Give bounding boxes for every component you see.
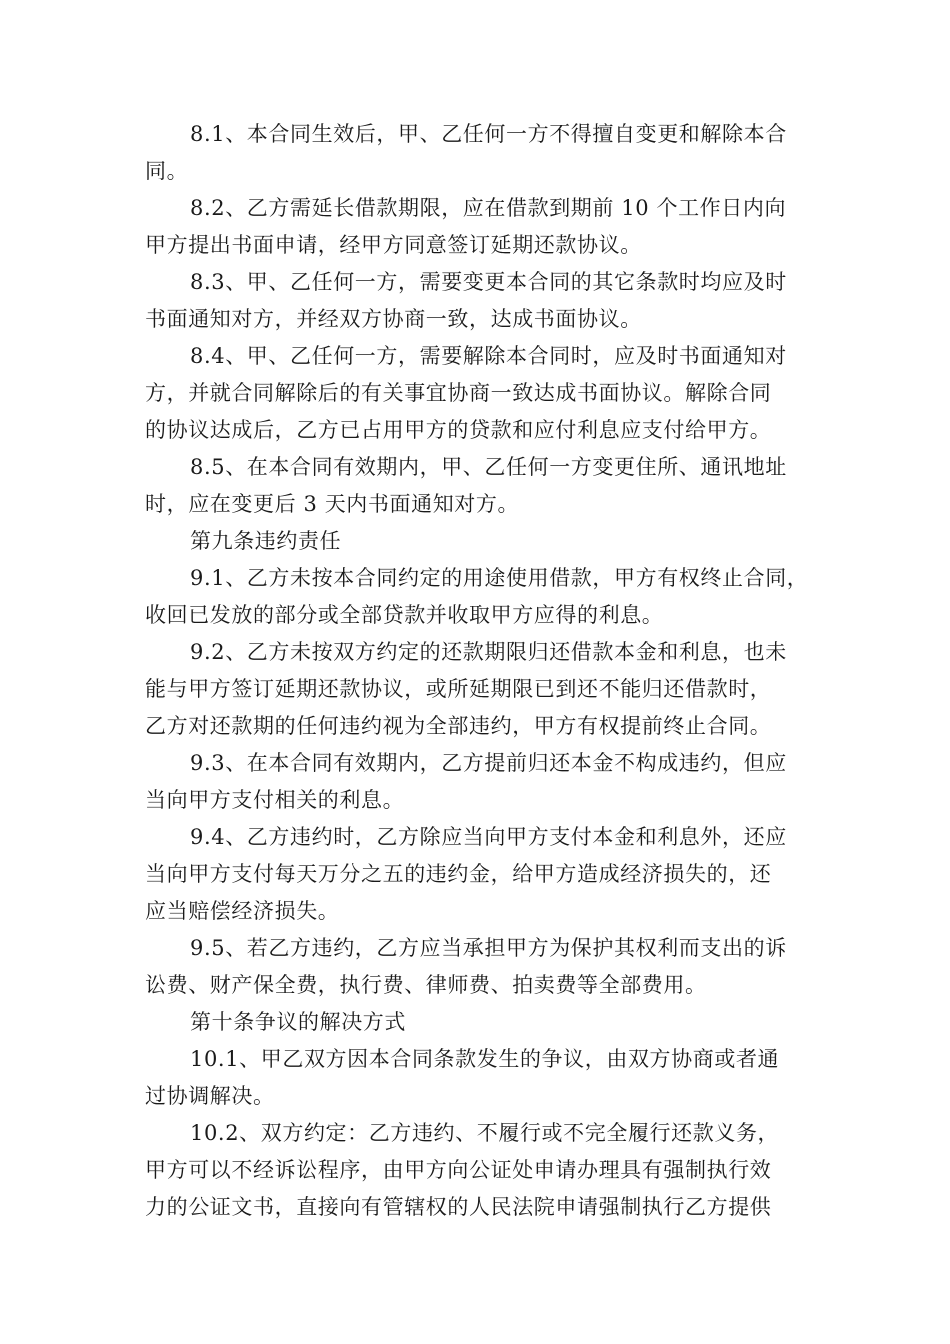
- clause-8-2-line-2: 甲方提出书面申请，经甲方同意签订延期还款协议。: [145, 233, 642, 257]
- clause-9-4-line-3: 应当赔偿经济损失。: [145, 899, 340, 923]
- clause-8-3-line-2: 书面通知对方，并经双方协商一致，达成书面协议。: [145, 307, 642, 331]
- clause-9-3-line-1: 9.3、在本合同有效期内，乙方提前归还本金不构成违约，但应: [190, 751, 787, 775]
- clause-8-1-line-2: 同。: [145, 159, 189, 183]
- clause-9-5-line-2: 讼费、财产保全费，执行费、律师费、拍卖费等全部费用。: [145, 973, 707, 997]
- clause-8-3-line-1: 8.3、甲、乙任何一方，需要变更本合同的其它条款时均应及时: [190, 270, 787, 294]
- clause-9-4-line-2: 当向甲方支付每天万分之五的违约金，给甲方造成经济损失的，还: [145, 862, 772, 886]
- clause-10-2-line-1: 10.2、双方约定：乙方违约、不履行或不完全履行还款义务，: [190, 1121, 780, 1145]
- clause-9-4-line-1: 9.4、乙方违约时，乙方除应当向甲方支付本金和利息外，还应: [190, 825, 787, 849]
- article-9-heading: 第九条违约责任: [190, 529, 342, 553]
- clause-9-2-line-1: 9.2、乙方未按双方约定的还款期限归还借款本金和利息，也未: [190, 640, 787, 664]
- clause-8-1-line-1: 8.1、本合同生效后，甲、乙任何一方不得擅自变更和解除本合: [190, 122, 787, 146]
- clause-8-4-line-1: 8.4、甲、乙任何一方，需要解除本合同时，应及时书面通知对: [190, 344, 787, 368]
- document-body: [145, 116, 810, 1226]
- clause-10-2-line-2: 甲方可以不经诉讼程序，由甲方向公证处申请办理具有强制执行效: [145, 1158, 772, 1182]
- clause-10-2-line-3: 力的公证文书，直接向有管辖权的人民法院申请强制执行乙方提供: [145, 1195, 772, 1219]
- clause-9-1-line-1: 9.1、乙方未按本合同约定的用途使用借款，甲方有权终止合同，: [190, 566, 809, 590]
- clause-9-2-line-3: 乙方对还款期的任何违约视为全部违约，甲方有权提前终止合同。: [145, 714, 772, 738]
- clause-9-3-line-2: 当向甲方支付相关的利息。: [145, 788, 405, 812]
- clause-9-1-line-2: 收回已发放的部分或全部贷款并收取甲方应得的利息。: [145, 603, 664, 627]
- clause-9-2-line-2: 能与甲方签订延期还款协议，或所延期限已到还不能归还借款时，: [145, 677, 772, 701]
- clause-8-5-line-2: 时，应在变更后 3 天内书面通知对方。: [145, 492, 520, 516]
- clause-10-1-line-2: 过协调解决。: [145, 1084, 275, 1108]
- article-10-heading: 第十条争议的解决方式: [190, 1010, 406, 1034]
- clause-9-5-line-1: 9.5、若乙方违约，乙方应当承担甲方为保护其权利而支出的诉: [190, 936, 787, 960]
- clause-8-2-line-1: 8.2、乙方需延长借款期限，应在借款到期前 10 个工作日内向: [190, 196, 787, 220]
- clause-8-4-line-2: 方，并就合同解除后的有关事宜协商一致达成书面协议。解除合同: [145, 381, 772, 405]
- clause-10-1-line-1: 10.1、甲乙双方因本合同条款发生的争议，由双方协商或者通: [190, 1047, 780, 1071]
- clause-8-5-line-1: 8.5、在本合同有效期内，甲、乙任何一方变更住所、通讯地址: [190, 455, 787, 479]
- clause-8-4-line-3: 的协议达成后，乙方已占用甲方的贷款和应付利息应支付给甲方。: [145, 418, 772, 442]
